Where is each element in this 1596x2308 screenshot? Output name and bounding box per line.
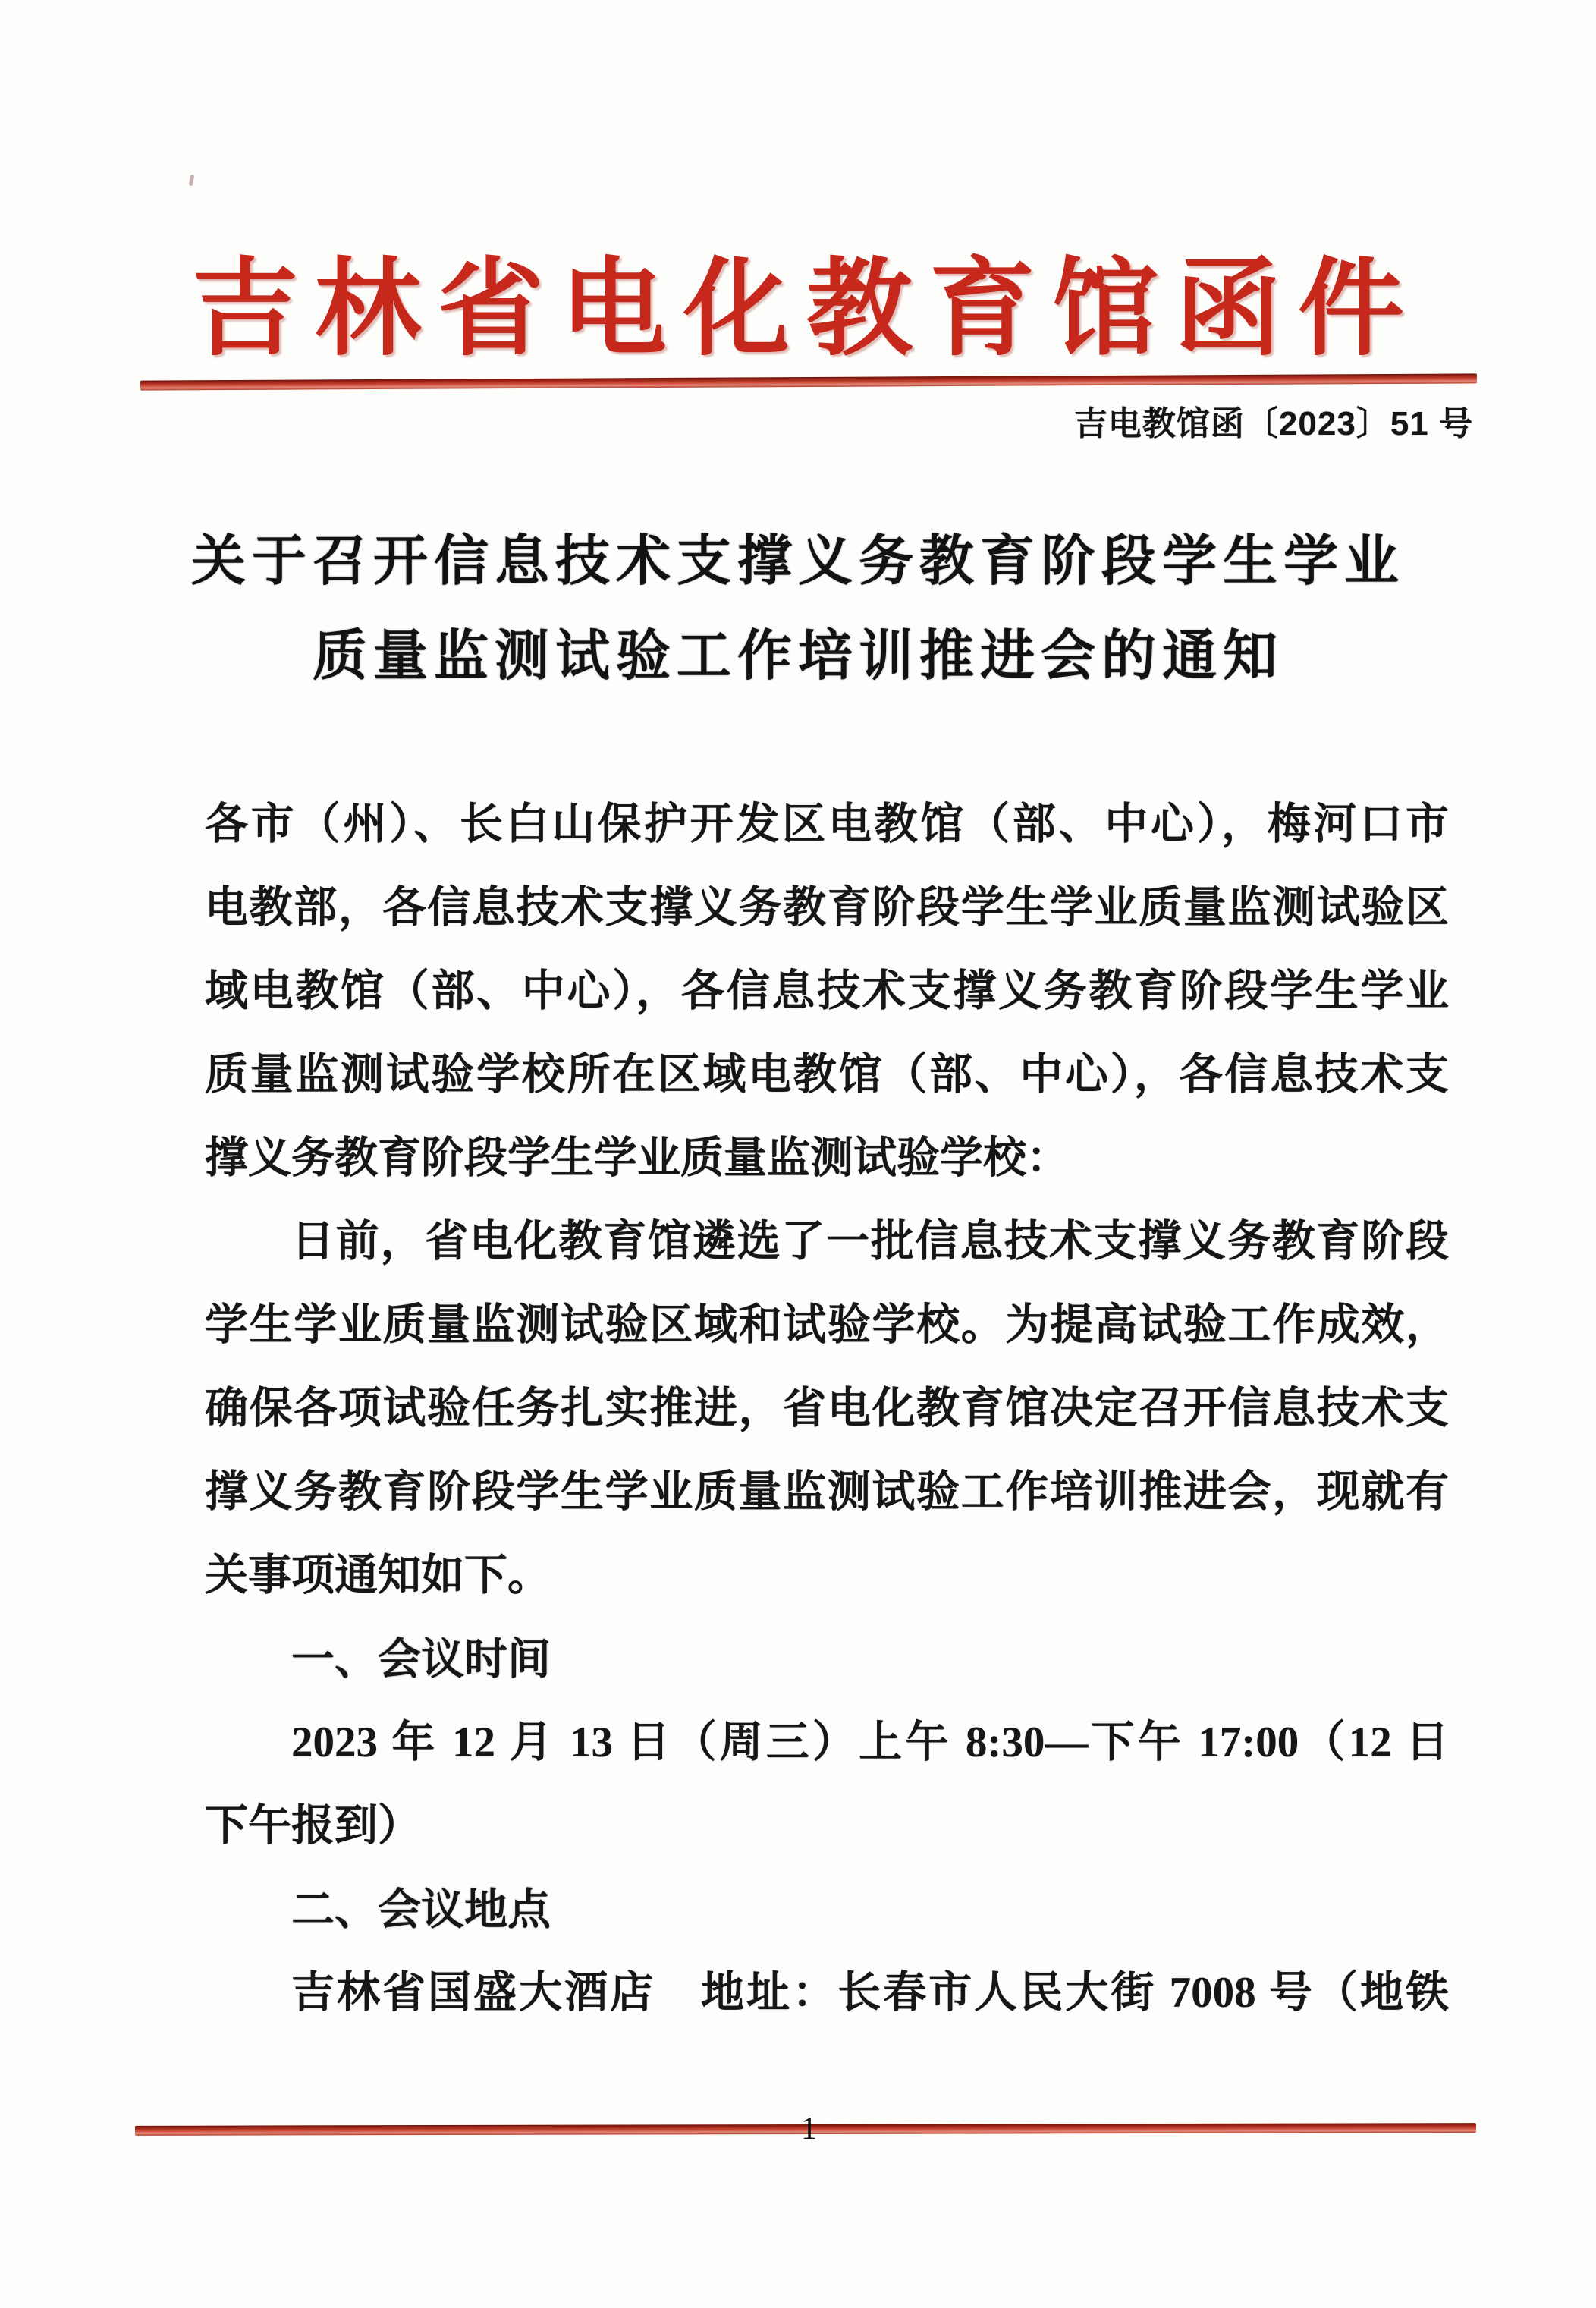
- body-line: 2023 年 12 月 13 日（周三）上午 8:30—下午 17:00（12 日: [291, 1718, 1449, 1766]
- body-line: 关事项通知如下。: [205, 1552, 551, 1599]
- document-body: [205, 783, 1449, 2035]
- body-line: 学生学业质量监测试验区域和试验学校。为提高试验工作成效，: [205, 1301, 1449, 1349]
- section-heading: 一、会议时间: [291, 1635, 551, 1684]
- body-line: 电教部，各信息技术支撑义务教育阶段学生学业质量监测试验区: [205, 884, 1449, 932]
- body-line: 域电教馆（部、中心），各信息技术支撑义务教育阶段学生学业: [205, 967, 1449, 1015]
- section-heading: 二、会议地点: [291, 1885, 551, 1934]
- body-line: 日前，省电化教育馆遴选了一批信息技术支撑义务教育阶段: [291, 1218, 1449, 1266]
- document-title-line1: 关于召开信息技术支撑义务教育阶段学生学业: [190, 531, 1405, 592]
- body-line: 下午报到）: [205, 1802, 421, 1850]
- body-line: 确保各项试验任务扎实推进，省电化教育馆决定召开信息技术支: [205, 1385, 1449, 1432]
- document-number: 吉电教馆函〔2023〕51 号: [1073, 405, 1473, 442]
- scan-artifact: [189, 175, 195, 187]
- document-title: [176, 514, 1420, 704]
- body-line: 质量监测试验学校所在区域电教馆（部、中心），各信息技术支: [205, 1051, 1449, 1099]
- body-line: 撑义务教育阶段学生学业质量监测试验工作培训推进会，现就有: [205, 1468, 1449, 1516]
- letterhead-title: 吉林省电化教育馆函件: [191, 247, 1421, 371]
- document-title-line2: 质量监测试验工作培训推进会的通知: [312, 626, 1283, 687]
- body-line: 吉林省国盛大酒店 地址：长春市人民大街 7008 号（地铁: [291, 1969, 1449, 2017]
- body-line: 撑义务教育阶段学生学业质量监测试验学校：: [205, 1134, 1070, 1182]
- body-line: 各市（州）、长白山保护开发区电教馆（部、中心），梅河口市: [205, 800, 1449, 848]
- page-number: 1: [801, 2111, 817, 2146]
